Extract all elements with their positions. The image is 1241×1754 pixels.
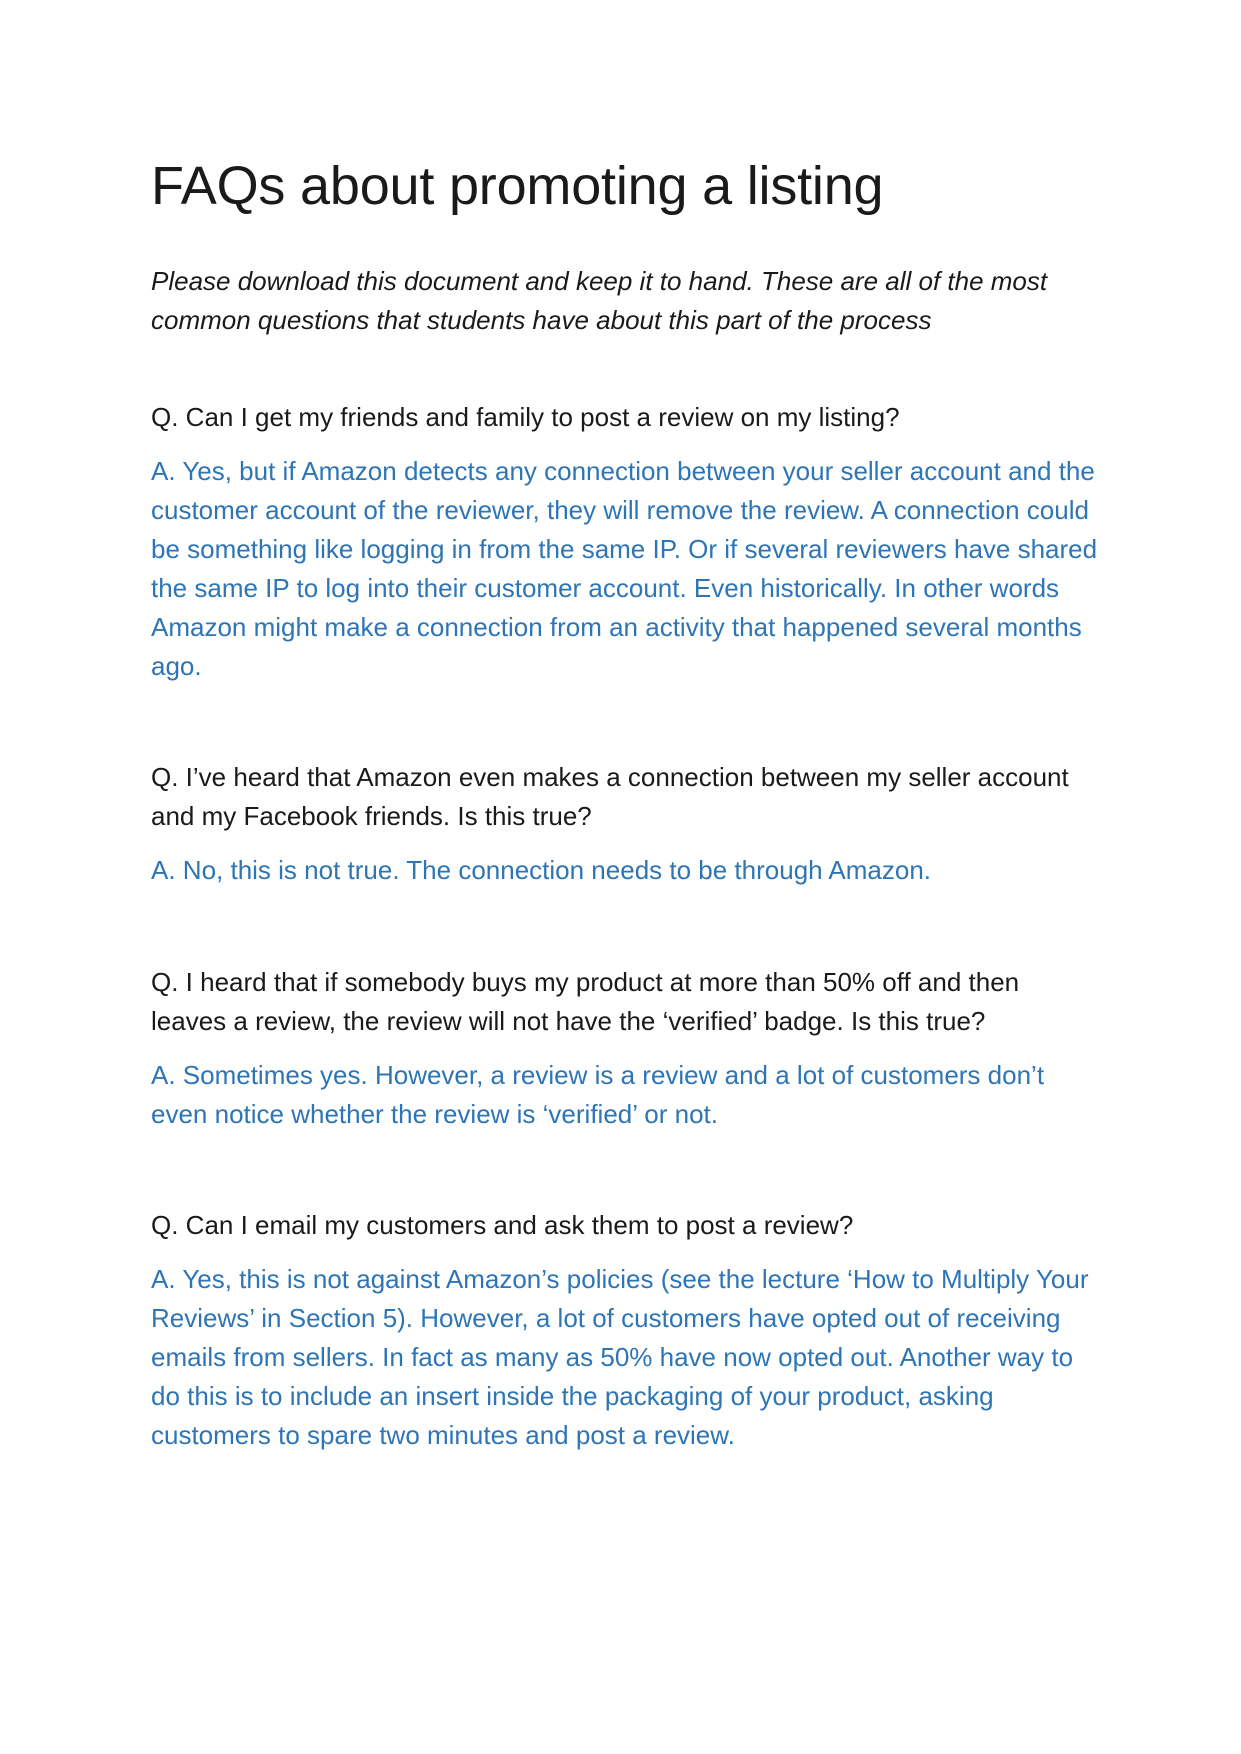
faq-item [151, 398, 1101, 686]
faq-answer: A. No, this is not true. The connection needs to be through Amazon. [151, 855, 931, 885]
faq-item [151, 758, 1101, 890]
faq-question: Q. Can I get my friends and family to post a review on my listing? [151, 402, 900, 432]
page-title: FAQs about promoting a listing [151, 156, 884, 216]
faq-list [151, 398, 1101, 1455]
document-content [151, 150, 1101, 1527]
intro-text: Please download this document and keep it to hand. These are all of the most common questions that students have about this part of the process [151, 266, 1048, 335]
faq-answer: A. Yes, but if Amazon detects any connection between your seller account and the customer account of the reviewer, they will remove the review. A connection could be something like logging in from the same IP. Or if several reviewers have shared the same IP to log into their customer account. Even historically. In other words Amazon might make a connection from an activity that happened several months ago. [151, 456, 1098, 681]
faq-item [151, 963, 1101, 1134]
faq-question: Q. Can I email my customers and ask them to post a review? [151, 1210, 854, 1240]
faq-question: Q. I’ve heard that Amazon even makes a connection between my seller account and my Facebook friends. Is this true? [151, 762, 1069, 831]
faq-answer: A. Yes, this is not against Amazon’s policies (see the lecture ‘How to Multiply Your Reviews’ in Section 5). However, a lot of customers have opted out of receiving emails from sellers. In fact as many as 50% have now opted out. Another way to do this is to include an insert inside the packaging of your product, asking customers to spare two minutes and post a review. [151, 1264, 1089, 1450]
faq-answer: A. Sometimes yes. However, a review is a review and a lot of customers don’t even notice whether the review is ‘verified’ or not. [151, 1060, 1045, 1129]
faq-item [151, 1206, 1101, 1455]
faq-question: Q. I heard that if somebody buys my product at more than 50% off and then leaves a review, the review will not have the ‘verified’ badge. Is this true? [151, 967, 1020, 1036]
